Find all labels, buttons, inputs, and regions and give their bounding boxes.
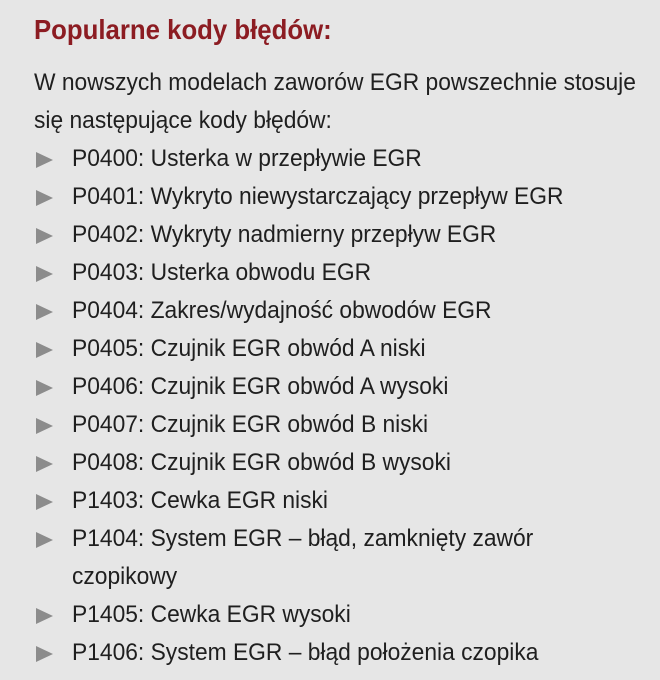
triangle-right-icon [36,418,53,434]
triangle-right-icon [36,456,53,472]
error-code-text: P0407: Czujnik EGR obwód B niski [72,411,429,438]
list-item [34,178,638,216]
triangle-right-icon [36,380,53,396]
triangle-right-icon [36,342,53,358]
section-title: Popularne kody błędów: [34,14,332,45]
triangle-right-icon [36,228,53,244]
list-item [34,634,638,672]
error-code-text: P1405: Cewka EGR wysoki [72,601,351,628]
error-code-text: P1404: System EGR – błąd, zamknięty zawór czopikowy [72,525,534,590]
error-code-text: P0401: Wykryto niewystarczający przepływ EGR [72,183,564,210]
error-code-text: P0403: Usterka obwodu EGR [72,259,372,286]
list-item [34,406,638,444]
error-code-text: P0404: Zakres/wydajność obwodów EGR [72,297,492,324]
error-code-text: P0402: Wykryty nadmierny przepływ EGR [72,221,497,248]
error-code-text: P1406: System EGR – błąd położenia czopika [72,639,539,666]
error-code-list [34,140,638,672]
triangle-right-icon [36,152,53,168]
error-code-text: P1403: Cewka EGR niski [72,487,328,514]
error-code-text: P0400: Usterka w przepływie EGR [72,145,422,172]
list-item [34,444,638,482]
list-item [34,292,638,330]
list-item [34,368,638,406]
intro-paragraph: W nowszych modelach zaworów EGR powszechnie stosuje się następujące kody błędów: [34,69,636,134]
triangle-right-icon [36,646,53,662]
triangle-right-icon [36,494,53,510]
list-item [34,596,638,634]
list-item [34,216,638,254]
triangle-right-icon [36,532,53,548]
triangle-right-icon [36,304,53,320]
triangle-right-icon [36,266,53,282]
error-code-text: P0405: Czujnik EGR obwód A niski [72,335,426,362]
list-item [34,330,638,368]
list-item [34,140,638,178]
error-code-text: P0408: Czujnik EGR obwód B wysoki [72,449,451,476]
error-code-text: P0406: Czujnik EGR obwód A wysoki [72,373,449,400]
triangle-right-icon [36,608,53,624]
list-item [34,254,638,292]
list-item [34,482,638,520]
list-item [34,520,638,596]
triangle-right-icon [36,190,53,206]
